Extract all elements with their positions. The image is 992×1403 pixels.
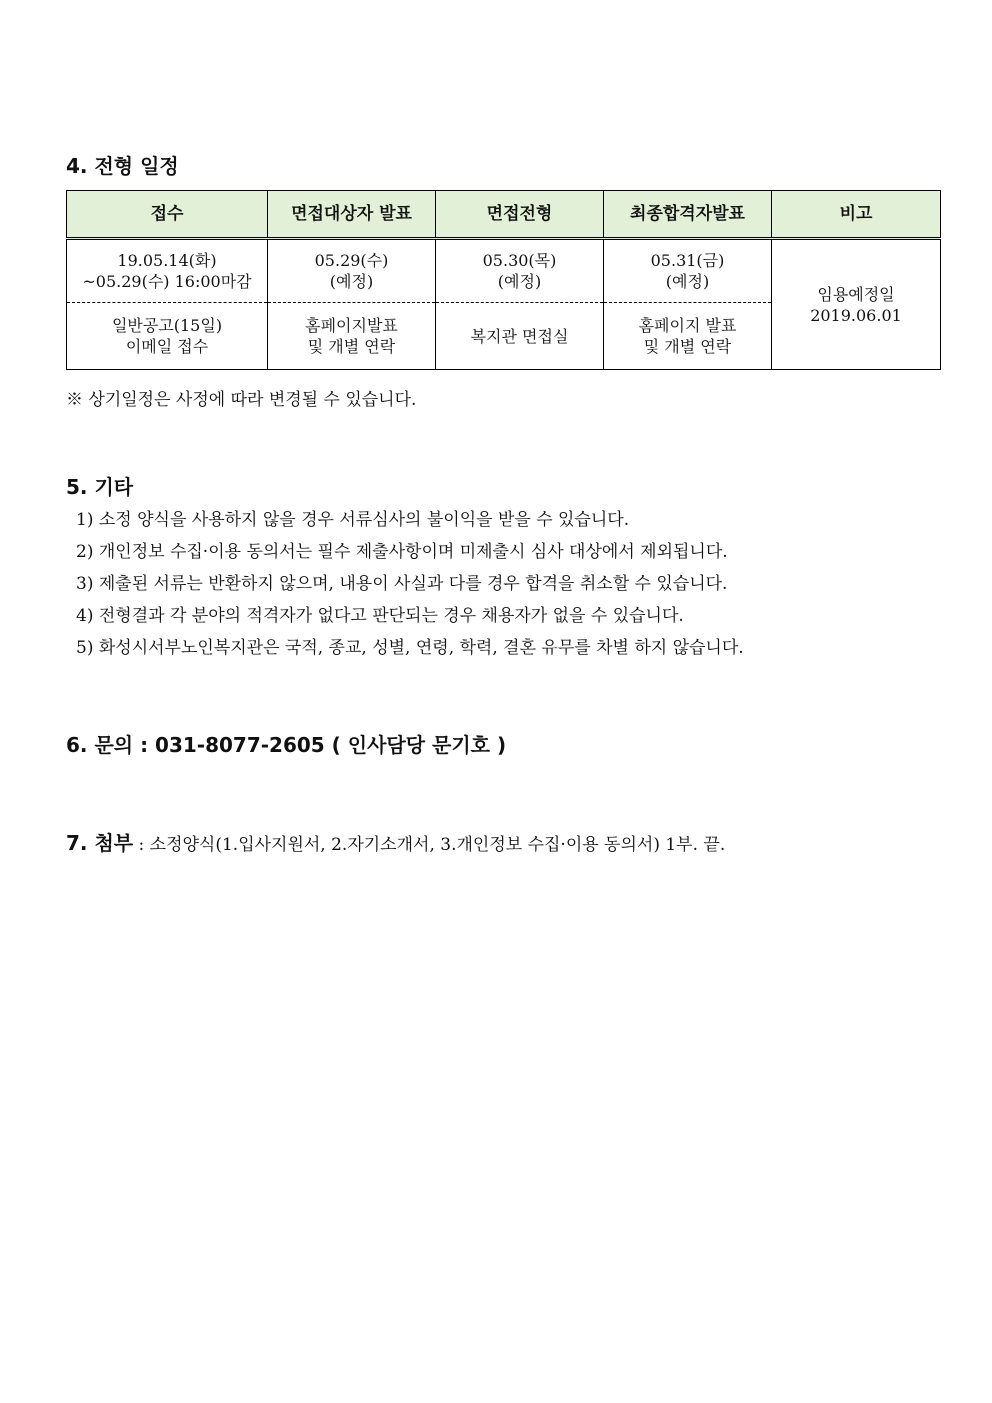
header-cell: 비고 — [772, 191, 941, 239]
section-6-contact: 6. 문의 : 031-8077-2605 ( 인사담당 문기호 ) — [66, 733, 507, 757]
table-cell — [67, 239, 268, 303]
table-cell — [67, 303, 268, 370]
table-cell — [604, 239, 772, 303]
header-cell: 접수 — [67, 191, 268, 239]
cell-line: 홈페이지 발표 — [638, 316, 737, 335]
header-cell: 면접전형 — [436, 191, 604, 239]
cell-line: 이메일 접수 — [125, 337, 209, 356]
cell-line: 및 개별 연락 — [643, 337, 732, 356]
list-item: 2) 개인정보 수집·이용 동의서는 필수 제출사항이며 미제출시 심사 대상에서 제외됩니다. — [76, 542, 728, 562]
cell-line: (예정) — [497, 272, 542, 291]
schedule-note: ※ 상기일정은 사정에 따라 변경될 수 있습니다. — [66, 390, 417, 410]
table-cell — [436, 303, 604, 370]
section-5-title: 5. 기타 — [66, 475, 134, 499]
header-cell: 면접대상자 발표 — [268, 191, 436, 239]
cell-line: 및 개별 연락 — [307, 337, 396, 356]
table-cell — [268, 239, 436, 303]
cell-line: 임용예정일 — [817, 284, 895, 304]
section-4-title: 4. 전형 일정 — [66, 154, 179, 178]
table-cell — [604, 303, 772, 370]
misc-list — [76, 504, 744, 664]
attachment-label: 7. 첨부 — [66, 831, 134, 855]
list-item: 5) 화성시서부노인복지관은 국적, 종교, 성별, 연령, 학력, 결혼 유무를 차별 하지 않습니다. — [76, 638, 744, 658]
table-cell — [268, 303, 436, 370]
cell-line: (예정) — [665, 272, 710, 291]
header-cell: 최종합격자발표 — [604, 191, 772, 239]
remark-cell — [772, 239, 941, 370]
cell-line: 19.05.14(화) — [117, 251, 217, 270]
list-item: 1) 소정 양식을 사용하지 않을 경우 서류심사의 불이익을 받을 수 있습니다. — [76, 510, 630, 530]
table-header-row — [67, 191, 941, 239]
list-item: 3) 제출된 서류는 반환하지 않으며, 내용이 사실과 다를 경우 합격을 취소할 수 있습니다. — [76, 574, 728, 594]
cell-line: 05.29(수) — [314, 251, 389, 270]
cell-line: (예정) — [329, 272, 374, 291]
cell-line: 05.31(금) — [650, 251, 725, 270]
cell-line: 2019.06.01 — [810, 305, 902, 325]
cell-line: ~05.29(수) 16:00마감 — [82, 272, 252, 291]
cell-line: 홈페이지발표 — [305, 316, 398, 335]
attachment-text: : 소정양식(1.입사지원서, 2.자기소개서, 3.개인정보 수집·이용 동의서) 1부. 끝. — [133, 835, 726, 855]
list-item: 4) 전형결과 각 분야의 적격자가 없다고 판단되는 경우 채용자가 없을 수 있습니다. — [76, 606, 684, 626]
cell-line: 복지관 면접실 — [470, 326, 569, 346]
table-cell — [436, 239, 604, 303]
cell-line: 05.30(목) — [482, 251, 557, 270]
table-row — [67, 239, 941, 303]
schedule-table — [66, 190, 941, 370]
section-7-attachment — [66, 827, 725, 856]
cell-line: 일반공고(15일) — [111, 316, 223, 335]
